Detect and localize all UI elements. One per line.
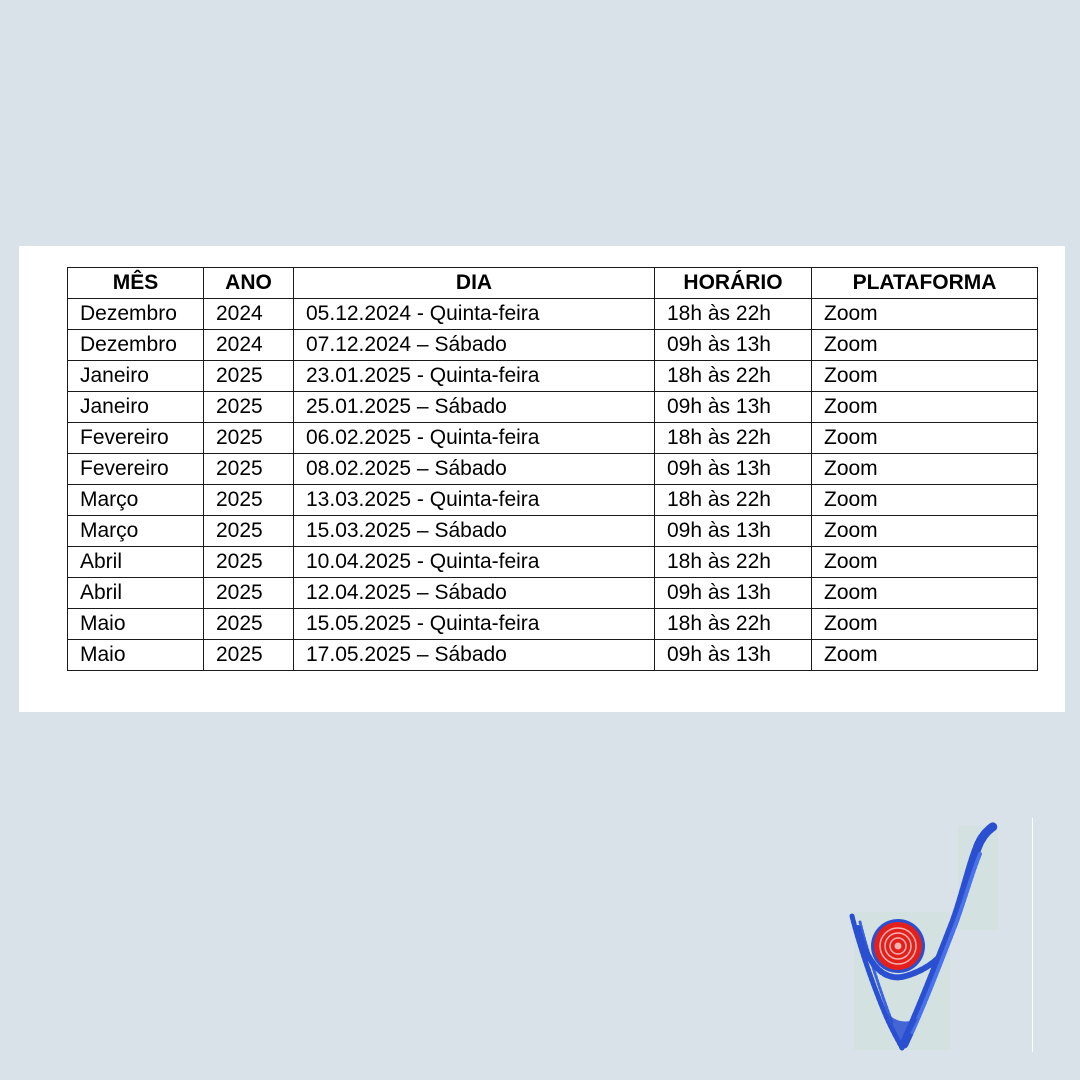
- cell-ano: 2025: [204, 361, 294, 392]
- table-row: [68, 578, 1038, 609]
- cell-mes: Março: [68, 485, 204, 516]
- header-ano: ANO: [204, 268, 294, 299]
- cell-ano: 2025: [204, 516, 294, 547]
- cell-horario: 18h às 22h: [655, 547, 812, 578]
- cell-horario: 18h às 22h: [655, 423, 812, 454]
- cell-horario: 09h às 13h: [655, 578, 812, 609]
- cell-ano: 2025: [204, 485, 294, 516]
- header-dia: DIA: [294, 268, 655, 299]
- cell-mes: Maio: [68, 640, 204, 671]
- cell-plataforma: Zoom: [812, 454, 1038, 485]
- table-row: [68, 516, 1038, 547]
- cell-horario: 09h às 13h: [655, 640, 812, 671]
- schedule-table-body: [68, 299, 1038, 671]
- cell-horario: 09h às 13h: [655, 454, 812, 485]
- cell-plataforma: Zoom: [812, 640, 1038, 671]
- cell-horario: 09h às 13h: [655, 516, 812, 547]
- table-row: [68, 423, 1038, 454]
- checkmark-target-logo-icon: [846, 818, 1036, 1054]
- table-row: [68, 361, 1038, 392]
- cell-ano: 2025: [204, 454, 294, 485]
- cell-horario: 09h às 13h: [655, 330, 812, 361]
- table-row: [68, 485, 1038, 516]
- cell-dia: 07.12.2024 – Sábado: [294, 330, 655, 361]
- cell-dia: 15.05.2025 - Quinta-feira: [294, 609, 655, 640]
- header-horario: HORÁRIO: [655, 268, 812, 299]
- cell-ano: 2025: [204, 578, 294, 609]
- table-row: [68, 299, 1038, 330]
- cell-plataforma: Zoom: [812, 423, 1038, 454]
- table-row: [68, 547, 1038, 578]
- cell-ano: 2024: [204, 330, 294, 361]
- cell-plataforma: Zoom: [812, 516, 1038, 547]
- cell-dia: 08.02.2025 – Sábado: [294, 454, 655, 485]
- cell-plataforma: Zoom: [812, 392, 1038, 423]
- cell-plataforma: Zoom: [812, 361, 1038, 392]
- cell-plataforma: Zoom: [812, 485, 1038, 516]
- table-row: [68, 640, 1038, 671]
- cell-mes: Janeiro: [68, 392, 204, 423]
- cell-plataforma: Zoom: [812, 578, 1038, 609]
- cell-dia: 05.12.2024 - Quinta-feira: [294, 299, 655, 330]
- cell-horario: 18h às 22h: [655, 609, 812, 640]
- table-row: [68, 330, 1038, 361]
- cell-dia: 10.04.2025 - Quinta-feira: [294, 547, 655, 578]
- cell-mes: Dezembro: [68, 299, 204, 330]
- cell-horario: 18h às 22h: [655, 485, 812, 516]
- cell-dia: 23.01.2025 - Quinta-feira: [294, 361, 655, 392]
- cell-mes: Janeiro: [68, 361, 204, 392]
- cell-dia: 13.03.2025 - Quinta-feira: [294, 485, 655, 516]
- cell-plataforma: Zoom: [812, 299, 1038, 330]
- cell-dia: 06.02.2025 - Quinta-feira: [294, 423, 655, 454]
- table-header-row: [68, 268, 1038, 299]
- cell-mes: Maio: [68, 609, 204, 640]
- cell-horario: 09h às 13h: [655, 392, 812, 423]
- cell-mes: Fevereiro: [68, 423, 204, 454]
- cell-ano: 2025: [204, 547, 294, 578]
- table-row: [68, 609, 1038, 640]
- cell-mes: Fevereiro: [68, 454, 204, 485]
- cell-ano: 2024: [204, 299, 294, 330]
- table-row: [68, 392, 1038, 423]
- cell-dia: 17.05.2025 – Sábado: [294, 640, 655, 671]
- cell-ano: 2025: [204, 423, 294, 454]
- cell-horario: 18h às 22h: [655, 361, 812, 392]
- cell-plataforma: Zoom: [812, 609, 1038, 640]
- logo-divider: [1032, 818, 1033, 1052]
- cell-dia: 12.04.2025 – Sábado: [294, 578, 655, 609]
- header-plataforma: PLATAFORMA: [812, 268, 1038, 299]
- cell-plataforma: Zoom: [812, 547, 1038, 578]
- schedule-card: [19, 246, 1065, 712]
- table-row: [68, 454, 1038, 485]
- cell-horario: 18h às 22h: [655, 299, 812, 330]
- cell-dia: 25.01.2025 – Sábado: [294, 392, 655, 423]
- schedule-table: [67, 267, 1038, 671]
- cell-ano: 2025: [204, 640, 294, 671]
- cell-mes: Abril: [68, 547, 204, 578]
- cell-mes: Abril: [68, 578, 204, 609]
- cell-mes: Março: [68, 516, 204, 547]
- cell-mes: Dezembro: [68, 330, 204, 361]
- header-mes: MÊS: [68, 268, 204, 299]
- cell-ano: 2025: [204, 392, 294, 423]
- cell-dia: 15.03.2025 – Sábado: [294, 516, 655, 547]
- target-icon: [871, 919, 925, 973]
- cell-plataforma: Zoom: [812, 330, 1038, 361]
- logo: [846, 818, 1036, 1054]
- cell-ano: 2025: [204, 609, 294, 640]
